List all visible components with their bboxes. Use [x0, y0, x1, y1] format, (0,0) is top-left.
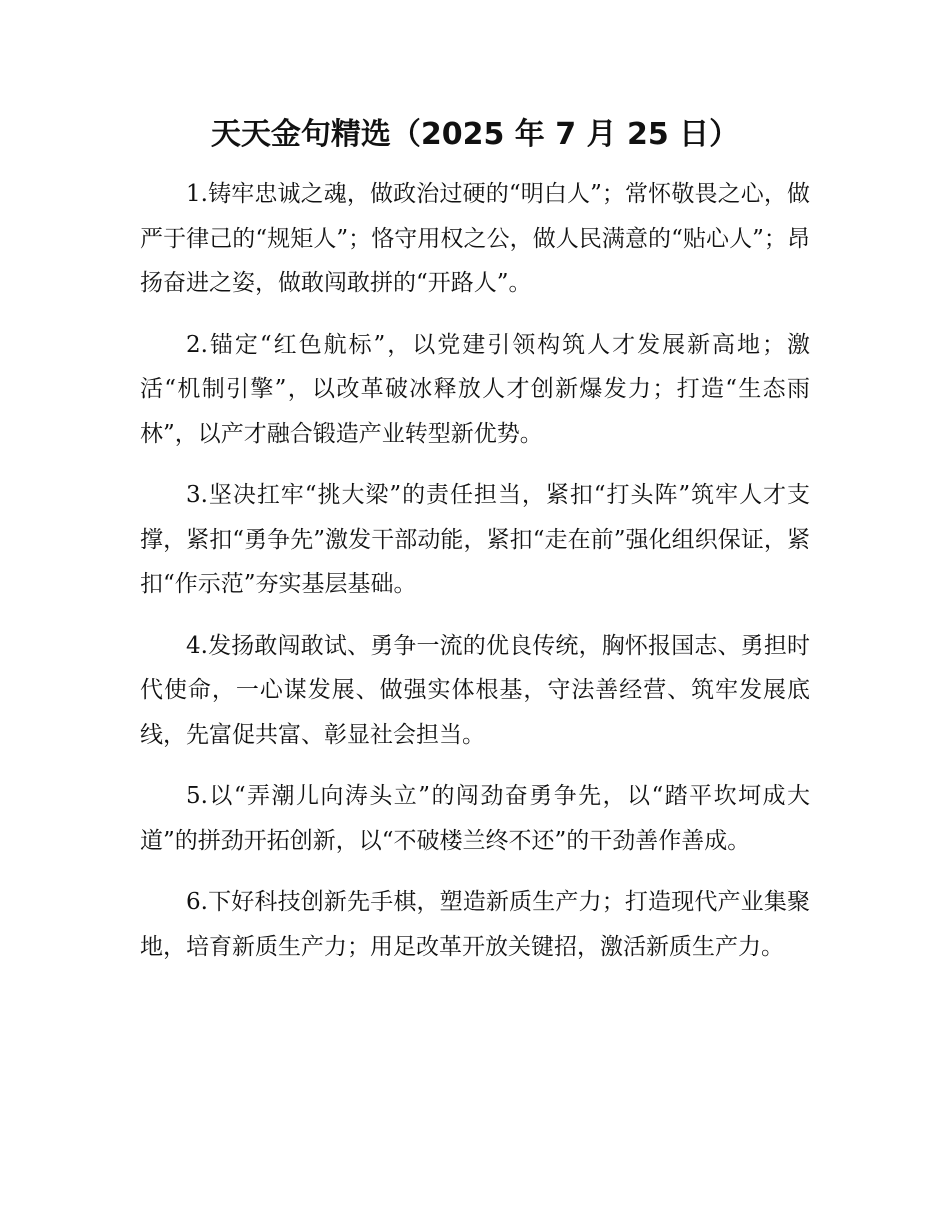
paragraph-6: 6.下好科技创新先手棋，塑造新质生产力；打造现代产业集聚地，培育新质生产力；用足改革开放关键招，激活新质生产力。: [140, 889, 810, 960]
document-body: [140, 172, 810, 986]
paragraph-5: 5.以“弄潮儿向涛头立”的闯劲奋勇争先，以“踏平坎坷成大道”的拼劲开拓创新，以“不破楼兰终不还”的干劲善作善成。: [140, 783, 810, 854]
paragraph-2: 2.锚定“红色航标”，以党建引领构筑人才发展新高地；激活“机制引擎”，以改革破冰释放人才创新爆发力；打造“生态雨林”，以产才融合锻造产业转型新优势。: [140, 331, 810, 447]
paragraph-4: 4.发扬敢闯敢试、勇争一流的优良传统，胸怀报国志、勇担时代使命，一心谋发展、做强实体根基，守法善经营、筑牢发展底线，先富促共富、彰显社会担当。: [140, 632, 810, 748]
paragraph-3: 3.坚决扛牢“挑大梁”的责任担当，紧扣“打头阵”筑牢人才支撑，紧扣“勇争先”激发干部动能，紧扣“走在前”强化组织保证，紧扣“作示范”夯实基层基础。: [140, 482, 810, 597]
paragraph-1: 1.铸牢忠诚之魂，做政治过硬的“明白人”；常怀敬畏之心，做严于律己的“规矩人”；恪守用权之公，做人民满意的“贴心人”；昂扬奋进之姿，做敢闯敢拼的“开路人”。: [140, 181, 810, 296]
document-title: 天天金句精选（2025 年 7 月 25 日）: [210, 117, 740, 152]
